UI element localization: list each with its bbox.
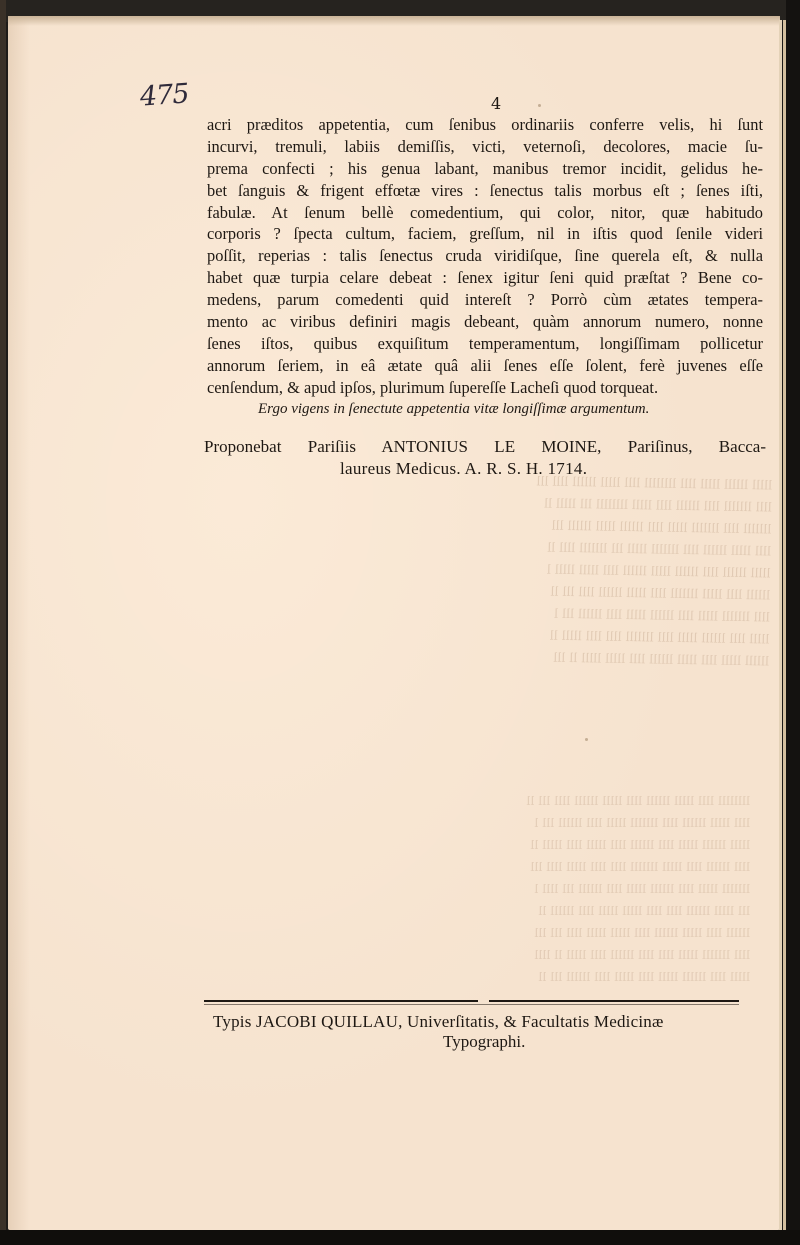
imprint-rule [204, 1000, 478, 1002]
book-edge-left [0, 0, 6, 1245]
printer-imprint: Typis JACOBI QUILLAU, Univerſitatis, & Facultatis Medicinæ [213, 1012, 664, 1031]
verso-show-through: llllllll llll lllll llllll llll lllll llllll llll lll ll llll lllll llllll llll lllllll lllll llll llllll lll l lllll llllll lllll llll llllll llll lllll llll lllll ll llll llllll llll lllll lllllll llll llll lllll llll lll lllllll lllll llll llllll lllll llll llllll lll llll l lll lllll llllll llll llll lllll lllll llll llllll ll llllll llll lllll llllll llll lllll lllll llll lll lll llll lllllll lllll llll llll llllll llll lllll ll llll lllll llll llllll lllll llll lllll llll llllll lll ll [526, 793, 750, 984]
imprint-rule [489, 1000, 739, 1002]
text-line: mento ac viribus definiri magis debeant, quàm annorum numero, nonne [207, 312, 763, 332]
page-number: 4 [491, 94, 502, 113]
text-line: incurvi, tremuli, labiis demiſſis, victi, veternoſi, decolores, macie ſu- [207, 136, 763, 156]
text-line: fabulæ. At ſenum bellè comedentium, qui color, nitor, quæ habitudo [207, 202, 763, 222]
verso-show-through: lllll llllll lllll llll llllllll llll lllll llllll llll lll llll lllllll llll llllll llll lllll llllllll lll lllll ll lllllll llll lllllll lllll llll llllll lllll llllll lll llll lllll llllll llll lllllll lllll lll lllllll llll ll lllll llllll llll llllll lllll llllll llll lllll lllll l llllll llll lllll lllllll llll lllll llllll llll lll ll llll lllllll lllll llll llllll lllll llll llllll lll l lllll llll llllll lllll llll lllllll llll llll lllll ll llllll lllll llll lllll llllll llll lllll lllll ll lll [536, 473, 773, 669]
text-line: bet ſanguis & frigent effœtæ vires : ſenectus talis morbus eſt ; ſenes iſti, [207, 180, 763, 200]
paper-speck [538, 104, 541, 107]
page-edge-leaf [779, 20, 782, 1232]
body-text [207, 114, 767, 399]
text-line: cenſendum, & apud ipſos, plurimum ſupereſſe Lacheſi quod torqueat. [207, 377, 659, 397]
text-line: habet quæ turpia celare debeat : ſenex igitur ſeni quid præſtat ? Bene co- [207, 268, 763, 288]
text-line: corporis ? ſpecta cultum, faciem, greſſum, nil in iſtis quod ſenile videri [207, 224, 763, 244]
text-line: medens, parum comedenti quid intereſt ? Porrò cùm ætates tempera- [207, 290, 763, 310]
imprint-rule-thin [204, 1004, 739, 1005]
text-line: poſſit, reperias : talis ſenectus cruda viridiſque, ſine querela eſt, & nulla [207, 246, 763, 266]
conclusion-line: Ergo vigens in ſenectute appetentia vitæ longiſſimæ argumentum. [258, 401, 650, 417]
text-line: prema confecti ; his genua labant, manibus tremor incidit, gelidus he- [207, 158, 763, 178]
scanner-bottom-band [0, 1230, 800, 1245]
handwritten-shelfmark: 475 [138, 78, 190, 113]
page-top-shadow [8, 16, 780, 26]
printer-imprint-2: Typographi. [443, 1032, 526, 1051]
book-edge-right [786, 0, 800, 1245]
respondent-line: Proponebat Pariſiis ANTONIUS LE MOINE, Pariſinus, Bacca- [204, 437, 766, 456]
paper-speck [585, 738, 588, 741]
text-line: ſenes iſtos, quibus exquiſitum temperamentum, longiſſimam pollicetur [207, 333, 763, 353]
text-line: acri præditos appetentia, cum ſenibus ordinariis conferre velis, hi ſunt [207, 115, 763, 134]
respondent-line-2: laureus Medicus. A. R. S. H. 1714. [340, 459, 588, 478]
text-line: annorum ſeriem, in eâ ætate quâ alii ſenes eſſe ſolent, ferè juvenes eſſe [207, 355, 763, 375]
